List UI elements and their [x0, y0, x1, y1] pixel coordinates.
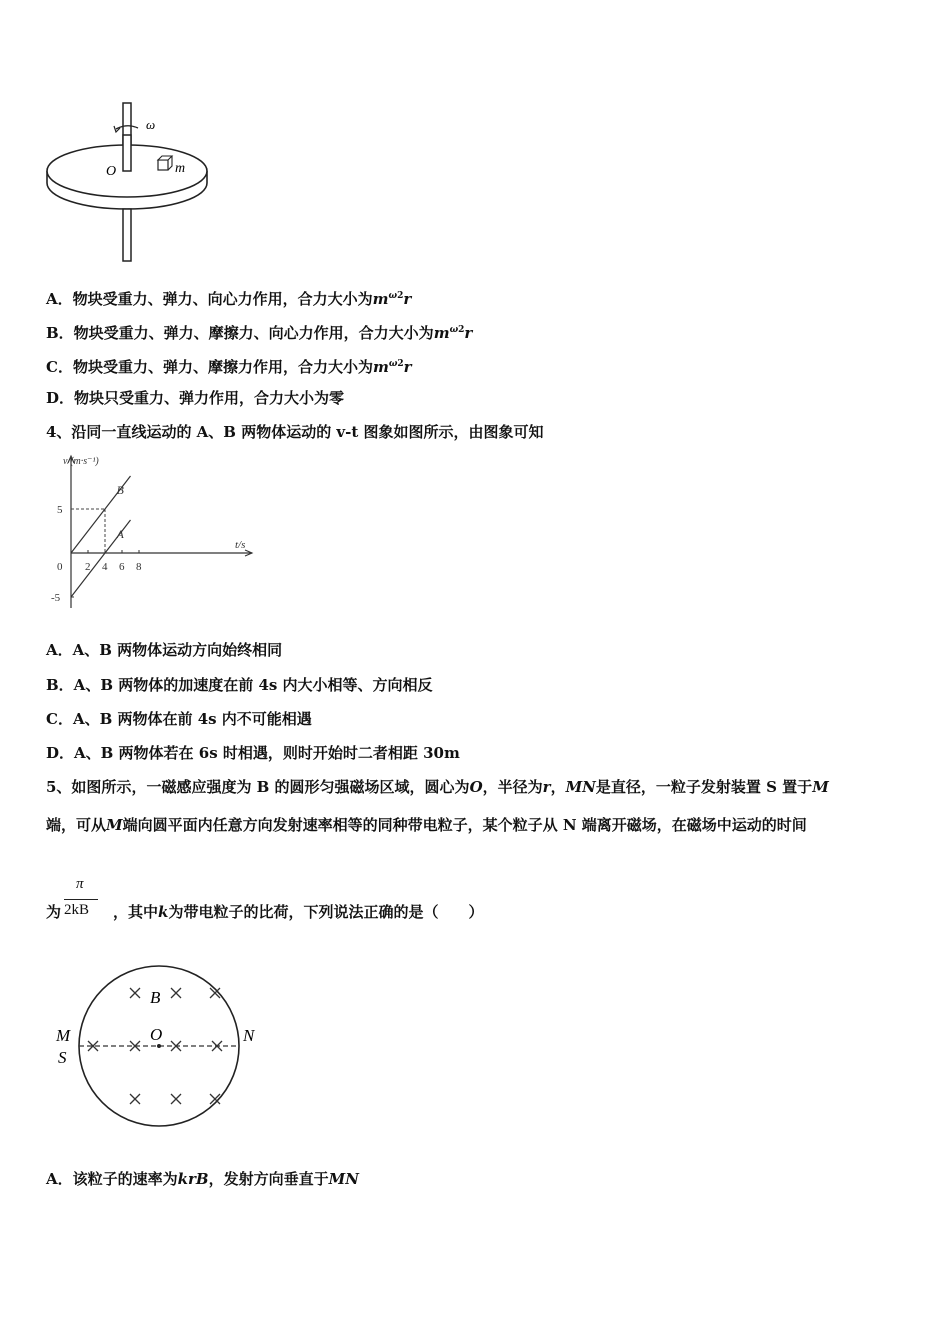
shaft-bottom — [123, 209, 131, 261]
omega-label: ω — [146, 117, 156, 132]
center-dot — [157, 1044, 161, 1048]
label-S: S — [58, 1048, 67, 1067]
q5-stem-line1: 5、如图所示，一磁感应强度为 B 的圆形匀强磁场区域，圆心为O，半径为r，MN是直径，一粒子发射装置 S 置于M — [46, 778, 829, 796]
q4-option-a: A．A、B 两物体运动方向始终相同 — [46, 641, 283, 659]
y-axis-label: v/(m·s⁻¹) — [63, 456, 99, 467]
q5-stem-line2: 端，可从M端向圆平面内任意方向发射速率相等的同种带电粒子，某个粒子从 N 端离开磁场，在磁场中运动的时间 — [46, 816, 807, 834]
q3-option-a: A．物块受重力、弹力、向心力作用，合力大小为$m^{\omega 2}r$ — [46, 290, 412, 308]
q5-stem-line3: 为 ，其中k为带电粒子的比荷，下列说法正确的是（ ） — [46, 903, 484, 921]
x-axis-label: t/s — [235, 539, 246, 551]
x-tick-label: 2 — [85, 561, 91, 573]
x-tick-label: 6 — [119, 561, 125, 573]
center-label-O: O — [106, 164, 117, 179]
fraction-denominator: 2kB — [64, 902, 90, 918]
y-tick-label: 5 — [57, 504, 63, 516]
q3-option-b: B．物块受重力、弹力、摩擦力、向心力作用，合力大小为$m^{\omega 2}r$ — [46, 324, 473, 342]
fraction-bar — [64, 899, 98, 900]
series-label-B: B — [116, 483, 124, 497]
block-label-m: m — [175, 161, 186, 176]
label-N: N — [243, 1026, 255, 1045]
x-tick-label: 0 — [57, 561, 63, 573]
label-M: M — [56, 1026, 71, 1045]
label-O: O — [150, 1025, 163, 1044]
x-tick-label: 8 — [136, 561, 142, 573]
q4-option-d: D．A、B 两物体若在 6s 时相遇，则时开始时二者相距 30m — [46, 744, 460, 762]
q4-stem: 4、沿同一直线运动的 A、B 两物体运动的 v-t 图象如图所示，由图象可知 — [46, 423, 544, 441]
rotating-disk-figure — [40, 95, 220, 267]
magnetic-field-figure — [50, 960, 280, 1135]
q4-option-b: B．A、B 两物体的加速度在前 4s 内大小相等、方向相反 — [46, 676, 433, 694]
fraction-numerator: π — [76, 876, 84, 892]
q3-option-d: D．物块只受重力、弹力作用，合力大小为零 — [46, 389, 345, 407]
q3-option-c: C．物块受重力、弹力、摩擦力作用，合力大小为$m^{\omega 2}r$ — [46, 358, 412, 376]
label-B: B — [150, 988, 161, 1007]
series-label-A: A — [116, 527, 124, 541]
vt-graph — [40, 450, 260, 620]
q4-option-c: C．A、B 两物体在前 4s 内不可能相遇 — [46, 710, 312, 728]
y-tick-label: -5 — [51, 592, 61, 604]
x-tick-label: 4 — [102, 561, 108, 573]
q5-option-a: A．该粒子的速率为krB，发射方向垂直于MN — [46, 1170, 359, 1188]
